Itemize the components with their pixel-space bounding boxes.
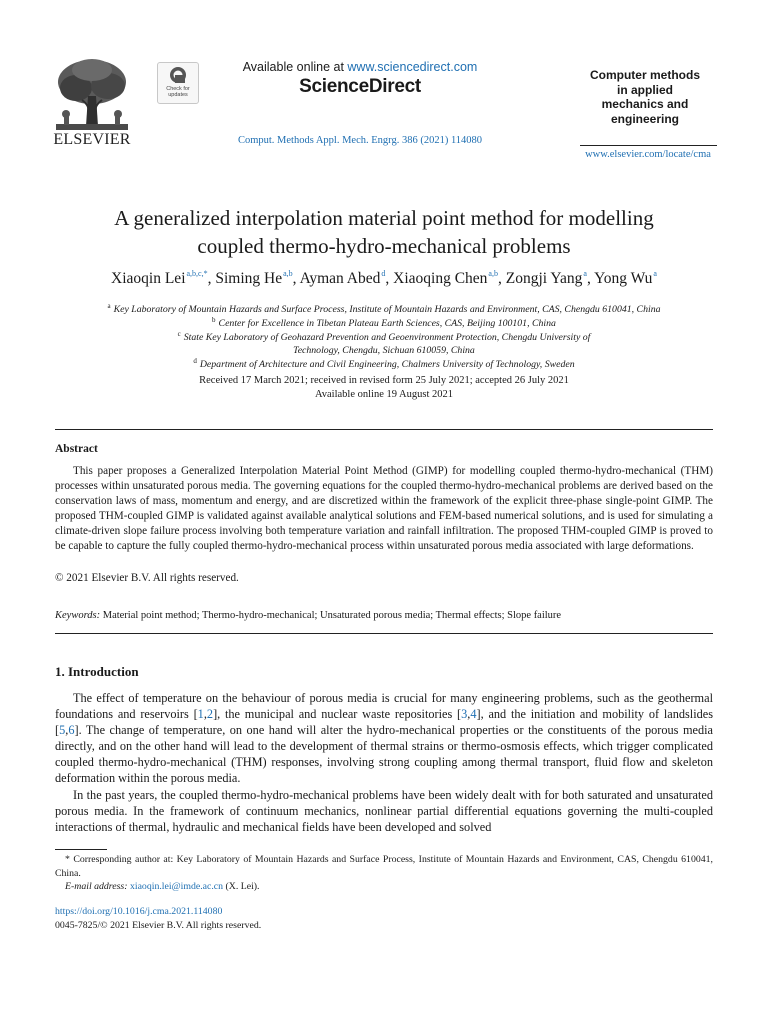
journal-url-link[interactable]: www.elsevier.com/locate/cma xyxy=(585,149,711,160)
sciencedirect-brand: ScienceDirect xyxy=(299,76,421,97)
available-online-line xyxy=(200,60,520,74)
author-separator: , xyxy=(586,270,595,287)
keywords xyxy=(55,610,713,621)
journal-citation[interactable]: Comput. Methods Appl. Mech. Engrg. 386 (2021) 114080 xyxy=(237,135,483,146)
author-affiliation-mark[interactable]: d xyxy=(381,269,386,278)
journal-title-line: mechanics and xyxy=(601,97,689,111)
check-for-updates-label: Check for updates xyxy=(166,86,190,98)
section-heading-introduction: 1. Introduction xyxy=(55,664,139,679)
author-list xyxy=(40,269,728,288)
email-note xyxy=(55,880,713,894)
affiliation-d xyxy=(40,355,728,371)
elsevier-tree-icon xyxy=(52,56,132,132)
journal-title-line: in applied xyxy=(616,82,673,97)
citation-link[interactable]: 2 xyxy=(206,707,214,722)
author-name[interactable]: Zongji Yang xyxy=(505,270,583,287)
author-name[interactable]: Yong Wu xyxy=(594,270,653,287)
affiliation-text: Technology, Chengdu, Sichuan 610059, China xyxy=(293,345,475,356)
issn-copyright: 0045-7825/© 2021 Elsevier B.V. All rights reserved. xyxy=(55,920,262,931)
email-link[interactable]: xiaoqin.lei@imde.ac.cn xyxy=(129,881,224,892)
author-separator: , xyxy=(497,270,506,287)
abstract-body xyxy=(55,464,713,554)
intro-paragraph-2: In the past years, the coupled thermo-hydro-mechanical problems have been widely dealt with for both saturated and unsaturated porous media. In the framework of continuum mechanics, nonlinear partial differential equations governing the multi-coupled interactions of thermal, hydraulic and mechanical fields have been developed and solved xyxy=(55,787,713,834)
email-label: E-mail address: xyxy=(65,881,128,892)
intro-text: , xyxy=(203,707,207,722)
keywords-label: Keywords: xyxy=(55,610,101,621)
footnote-rule xyxy=(55,849,107,850)
journal-title xyxy=(585,68,705,126)
affiliation-text: Center for Excellence in Tibetan Plateau Earth Sciences, CAS, Beijing 100101, China xyxy=(218,318,556,329)
author-affiliation-mark[interactable]: a,b xyxy=(488,269,498,278)
author-separator: , xyxy=(292,270,300,287)
citation-link[interactable]: 6 xyxy=(68,723,75,738)
article-title-line: A generalized interpolation material point method for modelling xyxy=(114,206,654,230)
citation-link[interactable]: 1 xyxy=(197,707,204,722)
article-title xyxy=(60,204,708,260)
journal-title-line: engineering xyxy=(610,111,679,126)
abstract-copyright: © 2021 Elsevier B.V. All rights reserved. xyxy=(55,572,239,584)
author-name[interactable]: Ayman Abed xyxy=(299,270,381,287)
affiliation-key: d xyxy=(193,357,197,365)
intro-text: , xyxy=(467,707,471,722)
article-title-line: coupled thermo-hydro-mechanical problems xyxy=(197,234,571,258)
received-dates: Received 17 March 2021; received in revised form 25 July 2021; accepted 26 July 2021 xyxy=(199,375,569,386)
author-separator: , xyxy=(385,270,394,287)
affiliation-key: b xyxy=(212,316,216,324)
publisher-name: ELSEVIER xyxy=(53,131,131,148)
affiliation-text: Key Laboratory of Mountain Hazards and Surface Process, Institute of Mountain Hazards and Environment, CAS, Chengdu 610041, China xyxy=(113,304,661,315)
doi-link[interactable]: https://doi.org/10.1016/j.cma.2021.114080 xyxy=(55,906,223,917)
introduction-body xyxy=(55,690,713,835)
author-name[interactable]: Xiaoqing Chen xyxy=(393,270,488,287)
author-affiliation-mark[interactable]: a,b xyxy=(283,269,293,278)
citation-link[interactable]: 5 xyxy=(59,723,66,738)
check-for-updates-badge[interactable] xyxy=(157,62,199,104)
article-history xyxy=(60,374,708,401)
intro-text: ], and the initiation and mobility of landslides [ xyxy=(55,707,714,738)
journal-divider xyxy=(580,145,717,146)
email-suffix: (X. Lei). xyxy=(223,881,260,892)
sciencedirect-link[interactable]: www.sciencedirect.com xyxy=(347,60,478,74)
available-online-text: Available online at xyxy=(242,60,348,74)
intro-text: The effect of temperature on the behaviour of porous media is crucial for many engineering problems, such as the geothermal foundations and reservoirs [ xyxy=(55,691,713,722)
keywords-text: Material point method; Thermo-hydro-mechanical; Unsaturated porous media; Thermal effects; Slope failure xyxy=(102,610,562,621)
journal-title-line: Computer methods xyxy=(589,68,700,82)
corresponding-author-note: * Corresponding author at: Key Laboratory of Mountain Hazards and Surface Process, Institute of Mountain Hazards and Environment, CAS, Chengdu 610041, China. xyxy=(55,854,713,879)
intro-paragraph-1 xyxy=(55,690,713,787)
affiliation-key: a xyxy=(107,302,111,310)
author-affiliation-mark[interactable]: a xyxy=(653,269,657,278)
author-affiliation-mark[interactable]: a xyxy=(583,269,587,278)
affiliation-c xyxy=(40,328,728,357)
intro-text: , xyxy=(65,723,69,738)
available-online-date: Available online 19 August 2021 xyxy=(314,388,454,400)
intro-text: ]. The change of temperature, on one hand will alter the hydro-mechanical properties or the constituents of the porous media directly, and on the other hand will lead to the development of thermal strains or thermo-osmosis effects, which trigger complicated coupled thermo-hydro-mechanical (THM) responses, involving strong coupling among thermal transport, fluid flow and skeleton deformation within the porous media. xyxy=(55,723,713,786)
abstract-text: This paper proposes a Generalized Interpolation Material Point Method (GIMP) for modelling coupled thermo-hydro-mechanical (THM) processes within unsaturated porous media. The governing equations for the coupled thermo-hydro-mechanical problems are derived based on the conservation laws of mass, momentum and energy, and are discretized within the framework of the explicit three-phase single-point GIMP. The proposed THM-coupled GIMP is validated against available analytical solutions and FEM-based numerical solutions, and is used for simulating a climate-driven slope failure process involving both temperature variation and rainfall infiltration. The proposed THM-coupled GIMP is proved to be capable to capture the fully coupled thermo-hydro-mechanical process within unsaturated porous media associated with large deformations. xyxy=(55,465,713,552)
footnotes xyxy=(55,853,713,894)
author-separator: , xyxy=(207,270,216,287)
author-affiliation-mark[interactable]: a,b,c,* xyxy=(186,269,208,278)
author-name[interactable]: Xiaoqin Lei xyxy=(111,270,186,287)
check-updates-icon xyxy=(158,63,198,87)
affiliation-text: Department of Architecture and Civil Engineering, Chalmers University of Technology, Sweden xyxy=(199,359,575,370)
intro-text: ], the municipal and nuclear waste repositories [ xyxy=(213,707,462,722)
affiliation-key: c xyxy=(177,330,181,338)
abstract-heading: Abstract xyxy=(55,443,98,455)
author-name[interactable]: Siming He xyxy=(215,270,283,287)
citation-link[interactable]: 4 xyxy=(470,707,477,722)
abstract-top-rule xyxy=(55,429,713,430)
citation-link[interactable]: 3 xyxy=(461,707,468,722)
affiliation-text: State Key Laboratory of Geohazard Prevention and Geoenvironment Protection, Chengdu University of xyxy=(183,332,591,343)
keywords-bottom-rule xyxy=(55,633,713,634)
